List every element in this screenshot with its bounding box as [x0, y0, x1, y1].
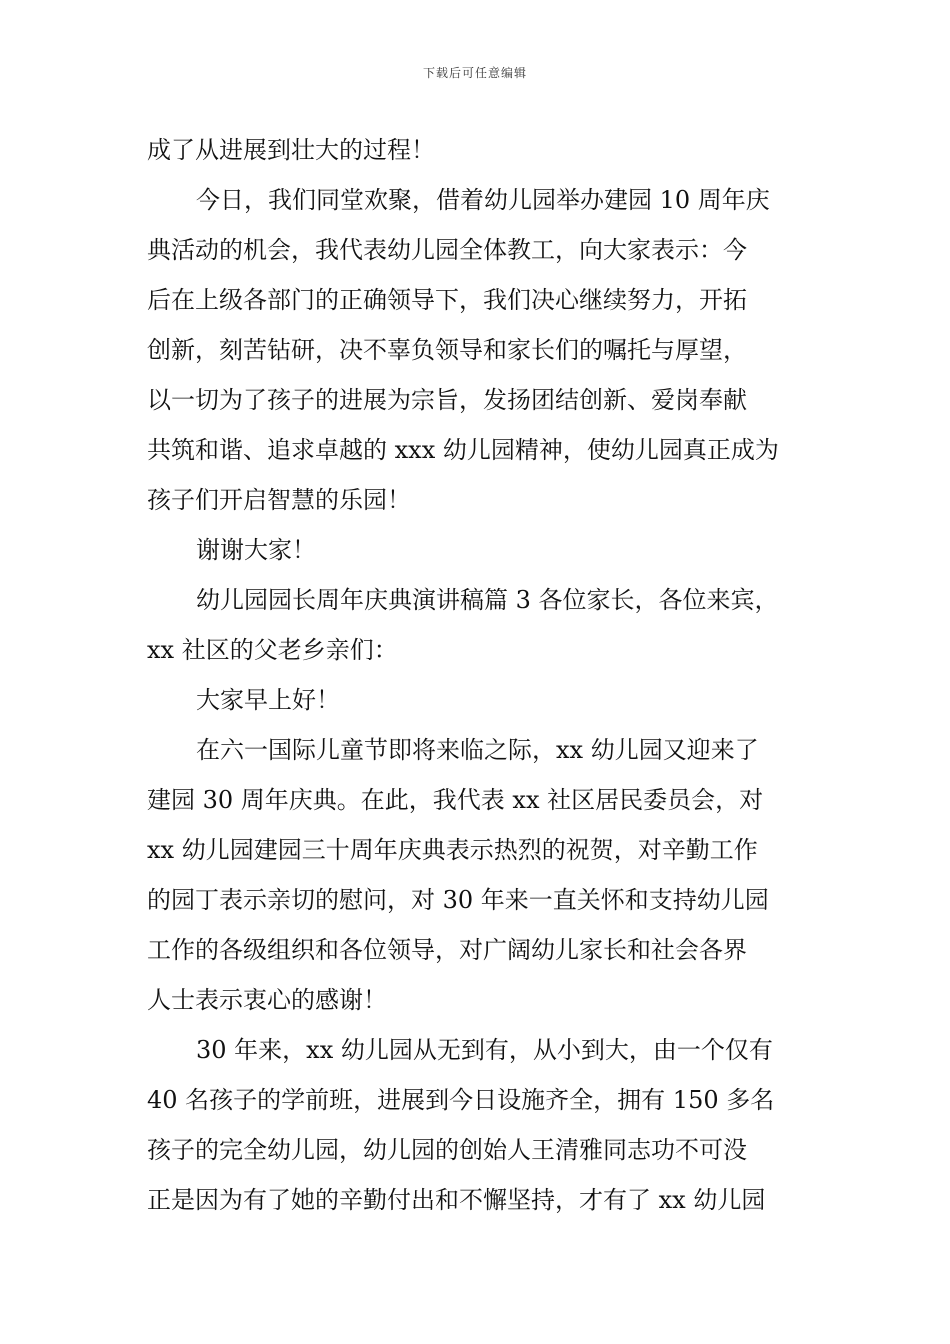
text-line: 孩子的完全幼儿园，幼儿园的创始人王清雅同志功不可没	[147, 1136, 747, 1164]
text-line: 40 名孩子的学前班，进展到今日设施齐全，拥有 150 多名	[147, 1086, 775, 1114]
text-line: 的园丁表示亲切的慰问，对 30 年来一直关怀和支持幼儿园	[147, 886, 769, 914]
text-line: 谢谢大家！	[196, 536, 316, 564]
text-line: xx 社区的父老乡亲们：	[147, 636, 398, 664]
text-line: 以一切为了孩子的进展为宗旨，发扬团结创新、爱岗奉献	[147, 386, 747, 414]
text-line: 大家早上好！	[196, 686, 340, 714]
document-body	[147, 125, 827, 1225]
text-line: 孩子们开启智慧的乐园！	[147, 486, 411, 514]
text-line: 建园 30 周年庆典。在此，我代表 xx 社区居民委员会，对	[147, 786, 764, 814]
text-line: 成了从进展到壮大的过程！	[147, 136, 435, 164]
text-line: 30 年来，xx 幼儿园从无到有，从小到大，由一个仅有	[196, 1036, 773, 1064]
text-line: 人士表示衷心的感谢！	[147, 986, 387, 1014]
text-line: 典活动的机会，我代表幼儿园全体教工，向大家表示：今	[147, 236, 747, 264]
text-line: 后在上级各部门的正确领导下，我们决心继续努力，开拓	[147, 286, 747, 314]
text-line: 共筑和谐、追求卓越的 xxx 幼儿园精神，使幼儿园真正成为	[147, 436, 779, 464]
text-line: 正是因为有了她的辛勤付出和不懈坚持，才有了 xx 幼儿园	[147, 1186, 766, 1214]
text-line: 在六一国际儿童节即将来临之际，xx 幼儿园又迎来了	[196, 736, 759, 764]
page-header: 下载后可任意编辑	[422, 66, 527, 80]
text-line: 创新，刻苦钻研，决不辜负领导和家长们的嘱托与厚望，	[147, 336, 747, 364]
text-line: 幼儿园园长周年庆典演讲稿篇 3 各位家长，各位来宾，	[196, 586, 779, 614]
text-line: 今日，我们同堂欢聚，借着幼儿园举办建园 10 周年庆	[196, 186, 770, 214]
text-line: 工作的各级组织和各位领导，对广阔幼儿家长和社会各界	[147, 936, 747, 964]
text-line: xx 幼儿园建园三十周年庆典表示热烈的祝贺，对辛勤工作	[147, 836, 758, 864]
